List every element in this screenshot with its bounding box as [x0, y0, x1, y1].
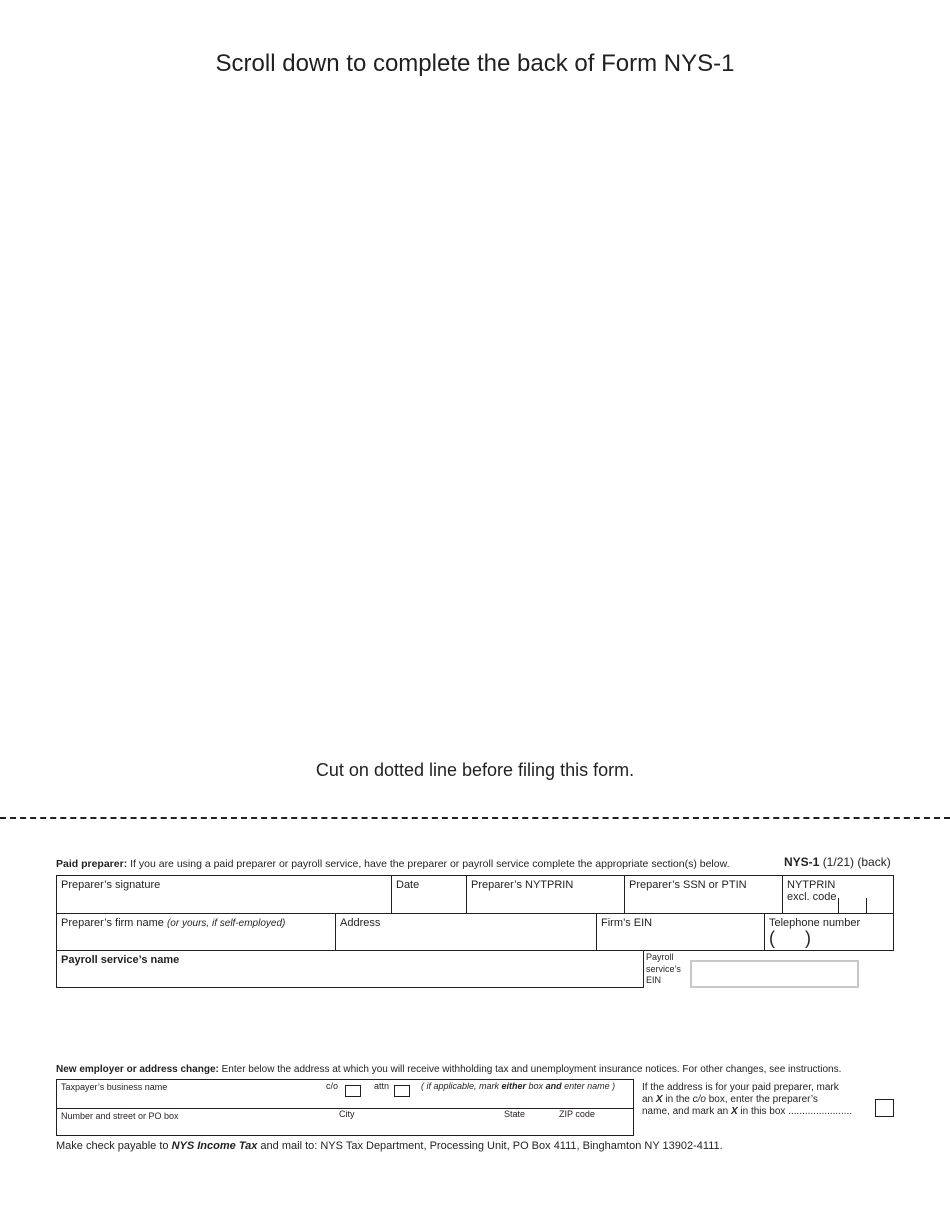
page-headline: Scroll down to complete the back of Form NYS-1 — [215, 50, 735, 77]
excl-code-tick — [838, 898, 839, 913]
address-change-instructions: Enter below the address at which you will receive withholding tax and unemployment insurance notices. For other changes, see instructions. — [221, 1064, 842, 1075]
mailing-instructions — [56, 1140, 723, 1152]
side-note-x: X — [655, 1094, 663, 1105]
preparer-address-checkbox[interactable] — [875, 1099, 894, 1117]
payroll-ein-label-3: EIN — [646, 975, 662, 985]
mail-payee: NYS Income Tax — [171, 1140, 258, 1152]
attn-checkbox-box[interactable] — [394, 1085, 410, 1097]
preparer-ssn-ptin-field[interactable] — [624, 875, 783, 914]
date-label: Date — [396, 879, 420, 891]
preparer-signature-field[interactable] — [56, 875, 392, 914]
side-note-part: box, enter the preparer’s — [705, 1094, 818, 1105]
form-identifier — [784, 855, 891, 869]
telephone-field[interactable] — [764, 913, 894, 951]
street-label: Number and street or PO box — [61, 1111, 179, 1121]
paid-preparer-heading: Paid preparer: — [56, 858, 128, 870]
address-label: Address — [340, 917, 381, 929]
side-note-co: c/o — [692, 1094, 706, 1105]
side-note-part: name, and mark an — [642, 1106, 731, 1117]
address-field[interactable] — [335, 913, 597, 951]
preparer-signature-label: Preparer’s signature — [61, 879, 161, 891]
city-label: City — [339, 1109, 355, 1119]
payroll-ein-input[interactable] — [690, 960, 859, 988]
co-checkbox-box[interactable] — [345, 1085, 361, 1097]
cut-dotted-line — [0, 817, 950, 819]
zip-label: ZIP code — [559, 1109, 595, 1119]
side-note-part: in the — [662, 1094, 693, 1105]
mail-part: and mail to: NYS Tax Department, Processing Unit, PO Box 4111, Binghamton NY 13902-4111. — [257, 1140, 723, 1152]
side-note-part: in this box ....................... — [737, 1106, 853, 1117]
excl-code-tick — [866, 898, 867, 913]
payroll-service-label: Payroll service’s name — [61, 954, 180, 966]
paid-preparer-intro — [56, 858, 730, 870]
business-name-label: Taxpayer’s business name — [61, 1082, 168, 1092]
mark-note-part: ( if applicable, mark — [421, 1081, 502, 1091]
preparer-ssn-ptin-label: Preparer’s SSN or PTIN — [629, 879, 747, 891]
preparer-address-note — [642, 1082, 872, 1118]
mark-note-part: enter name ) — [561, 1081, 616, 1091]
attn-label: attn — [374, 1081, 390, 1091]
firm-ein-field[interactable] — [596, 913, 765, 951]
date-field[interactable] — [391, 875, 467, 914]
mark-note-and: and — [545, 1081, 562, 1091]
form-version: (1/21) (back) — [822, 855, 891, 869]
side-note-line-1: If the address is for your paid preparer, mark — [642, 1082, 839, 1093]
nytprin-excl-label-2: excl. code — [787, 891, 837, 903]
side-note-x: X — [730, 1106, 738, 1117]
paid-preparer-instructions: If you are using a paid preparer or payroll service, have the preparer or payroll service complete the appropriate section(s) below. — [130, 858, 730, 870]
payroll-ein-label-1: Payroll — [646, 952, 674, 962]
mark-note-either: either — [501, 1081, 527, 1091]
co-checkbox[interactable] — [345, 1082, 361, 1100]
preparer-nytprin-field[interactable] — [466, 875, 625, 914]
payroll-service-name-field[interactable] — [56, 950, 644, 988]
firm-ein-label: Firm’s EIN — [601, 917, 653, 929]
mark-note-part: box — [526, 1081, 546, 1091]
side-note-line-3 — [642, 1106, 872, 1118]
nytprin-excl-label: NYTPRIN — [787, 879, 836, 891]
address-change-intro — [56, 1064, 841, 1075]
attn-checkbox[interactable] — [394, 1082, 410, 1100]
side-note-line-2 — [642, 1094, 872, 1106]
payroll-ein-label — [646, 952, 681, 987]
firm-name-label: Preparer’s firm name — [61, 917, 164, 929]
mail-part: Make check payable to — [56, 1140, 172, 1152]
address-change-heading: New employer or address change: — [56, 1064, 219, 1075]
side-note-part: an — [642, 1094, 656, 1105]
preparer-firm-name-field[interactable] — [56, 913, 336, 951]
mark-either-note — [421, 1081, 615, 1091]
preparer-nytprin-label: Preparer’s NYTPRIN — [471, 879, 574, 891]
telephone-label: Telephone number — [769, 917, 861, 929]
telephone-area-code-parens: ( ) — [769, 928, 811, 948]
state-label: State — [504, 1109, 526, 1119]
co-label: c/o — [326, 1081, 339, 1091]
form-id: NYS-1 — [784, 855, 820, 869]
firm-name-note: (or yours, if self-employed) — [166, 918, 286, 929]
payroll-ein-label-2: service’s — [646, 963, 681, 974]
cut-instruction: Cut on dotted line before filing this form. — [315, 760, 635, 780]
